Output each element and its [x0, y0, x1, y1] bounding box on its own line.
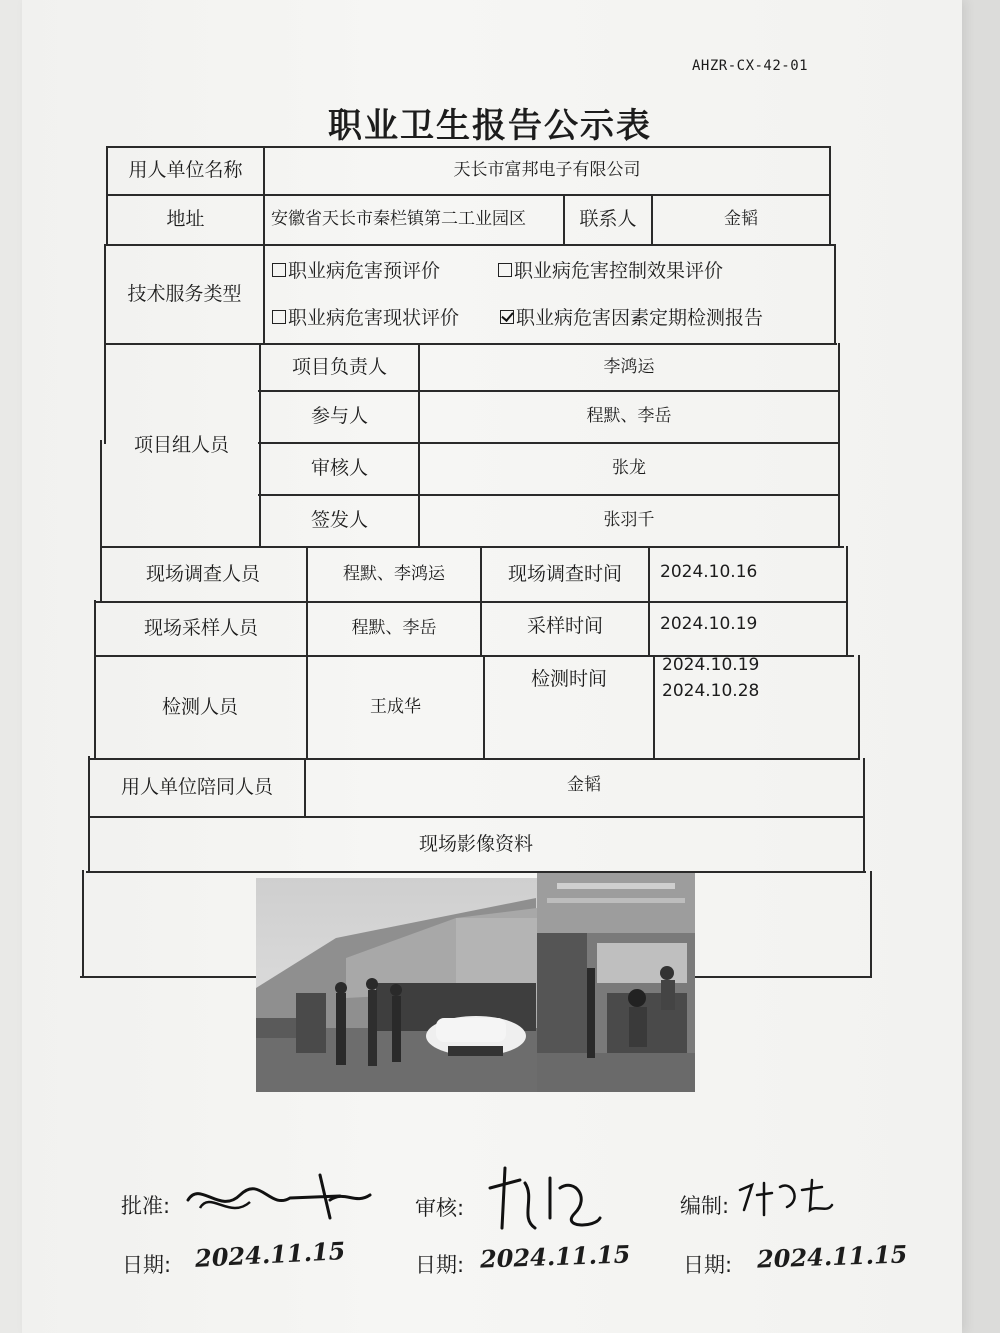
option-label: 职业病危害预评价 — [288, 260, 441, 282]
testing-time-value-2: 2024.10.28 — [662, 681, 760, 702]
team-name-reviewer: 张龙 — [612, 458, 646, 479]
survey-time-label: 现场调查时间 — [507, 562, 622, 585]
team-role-issuer: 签发人 — [310, 509, 368, 532]
escort-value: 金韬 — [567, 775, 601, 796]
option-control-effect[interactable] — [498, 256, 723, 283]
survey-staff-value: 程默、李鸿运 — [343, 563, 445, 584]
sampling-time-value: 2024.10.19 — [660, 614, 758, 635]
site-photo-workshop — [537, 873, 695, 1092]
employer-label: 用人单位名称 — [128, 159, 243, 182]
survey-staff-label: 现场调查人员 — [145, 562, 260, 585]
site-photo-building — [256, 878, 537, 1092]
team-name-lead: 李鸿运 — [603, 356, 655, 377]
review-signature — [480, 1158, 610, 1242]
review-label: 审核: — [415, 1196, 465, 1220]
checkbox-unchecked-icon[interactable] — [272, 310, 286, 324]
compile-date-label: 日期: — [683, 1253, 733, 1277]
address-label: 地址 — [166, 208, 205, 231]
option-periodic-detection[interactable] — [500, 303, 763, 330]
option-label: 职业病危害控制效果评价 — [514, 260, 724, 282]
team-name-issuer: 张羽千 — [603, 510, 655, 531]
service-type-label: 技术服务类型 — [127, 282, 242, 305]
review-date-value: 2024.11.15 — [479, 1239, 631, 1274]
option-label: 职业病危害因素定期检测报告 — [516, 307, 764, 329]
sampling-staff-value: 程默、李岳 — [351, 618, 437, 639]
team-role-participant: 参与人 — [310, 405, 368, 428]
contact-value: 金韬 — [724, 209, 758, 230]
compile-label: 编制: — [680, 1194, 730, 1218]
approve-label: 批准: — [121, 1194, 171, 1218]
option-status-assessment[interactable] — [272, 303, 459, 330]
sampling-staff-label: 现场采样人员 — [143, 617, 258, 640]
checkbox-unchecked-icon[interactable] — [498, 263, 512, 277]
document-title: 职业卫生报告公示表 — [328, 106, 652, 146]
compile-date-value: 2024.11.15 — [756, 1239, 908, 1274]
checkbox-unchecked-icon[interactable] — [272, 263, 286, 277]
sampling-time-label: 采样时间 — [526, 615, 603, 638]
document-code: AHZR-CX-42-01 — [692, 58, 809, 74]
survey-time-value: 2024.10.16 — [660, 561, 758, 582]
team-name-participant: 程默、李岳 — [586, 406, 672, 427]
approve-signature — [180, 1160, 380, 1234]
option-pre-assessment[interactable] — [272, 256, 440, 283]
page-background-edge — [962, 0, 1000, 1333]
approve-date-label: 日期: — [122, 1253, 172, 1277]
testing-time-label: 检测时间 — [530, 668, 607, 691]
option-label: 职业病危害现状评价 — [288, 307, 460, 329]
testing-staff-label: 检测人员 — [161, 695, 238, 718]
contact-label: 联系人 — [579, 208, 637, 231]
testing-staff-value: 王成华 — [370, 696, 421, 717]
testing-time-value-1: 2024.10.19 — [662, 655, 760, 676]
checkbox-checked-icon[interactable] — [500, 310, 514, 324]
approve-date-value: 2024.11.15 — [194, 1236, 346, 1273]
review-date-label: 日期: — [415, 1253, 465, 1277]
compile-signature — [732, 1175, 842, 1229]
address-value: 安徽省天长市秦栏镇第二工业园区 — [271, 209, 526, 230]
escort-label: 用人单位陪同人员 — [120, 776, 273, 799]
team-role-reviewer: 审核人 — [310, 457, 368, 480]
team-label: 项目组人员 — [133, 433, 229, 456]
media-label: 现场影像资料 — [418, 832, 533, 855]
team-role-lead: 项目负责人 — [291, 355, 387, 378]
employer-value: 天长市富邦电子有限公司 — [453, 160, 641, 181]
